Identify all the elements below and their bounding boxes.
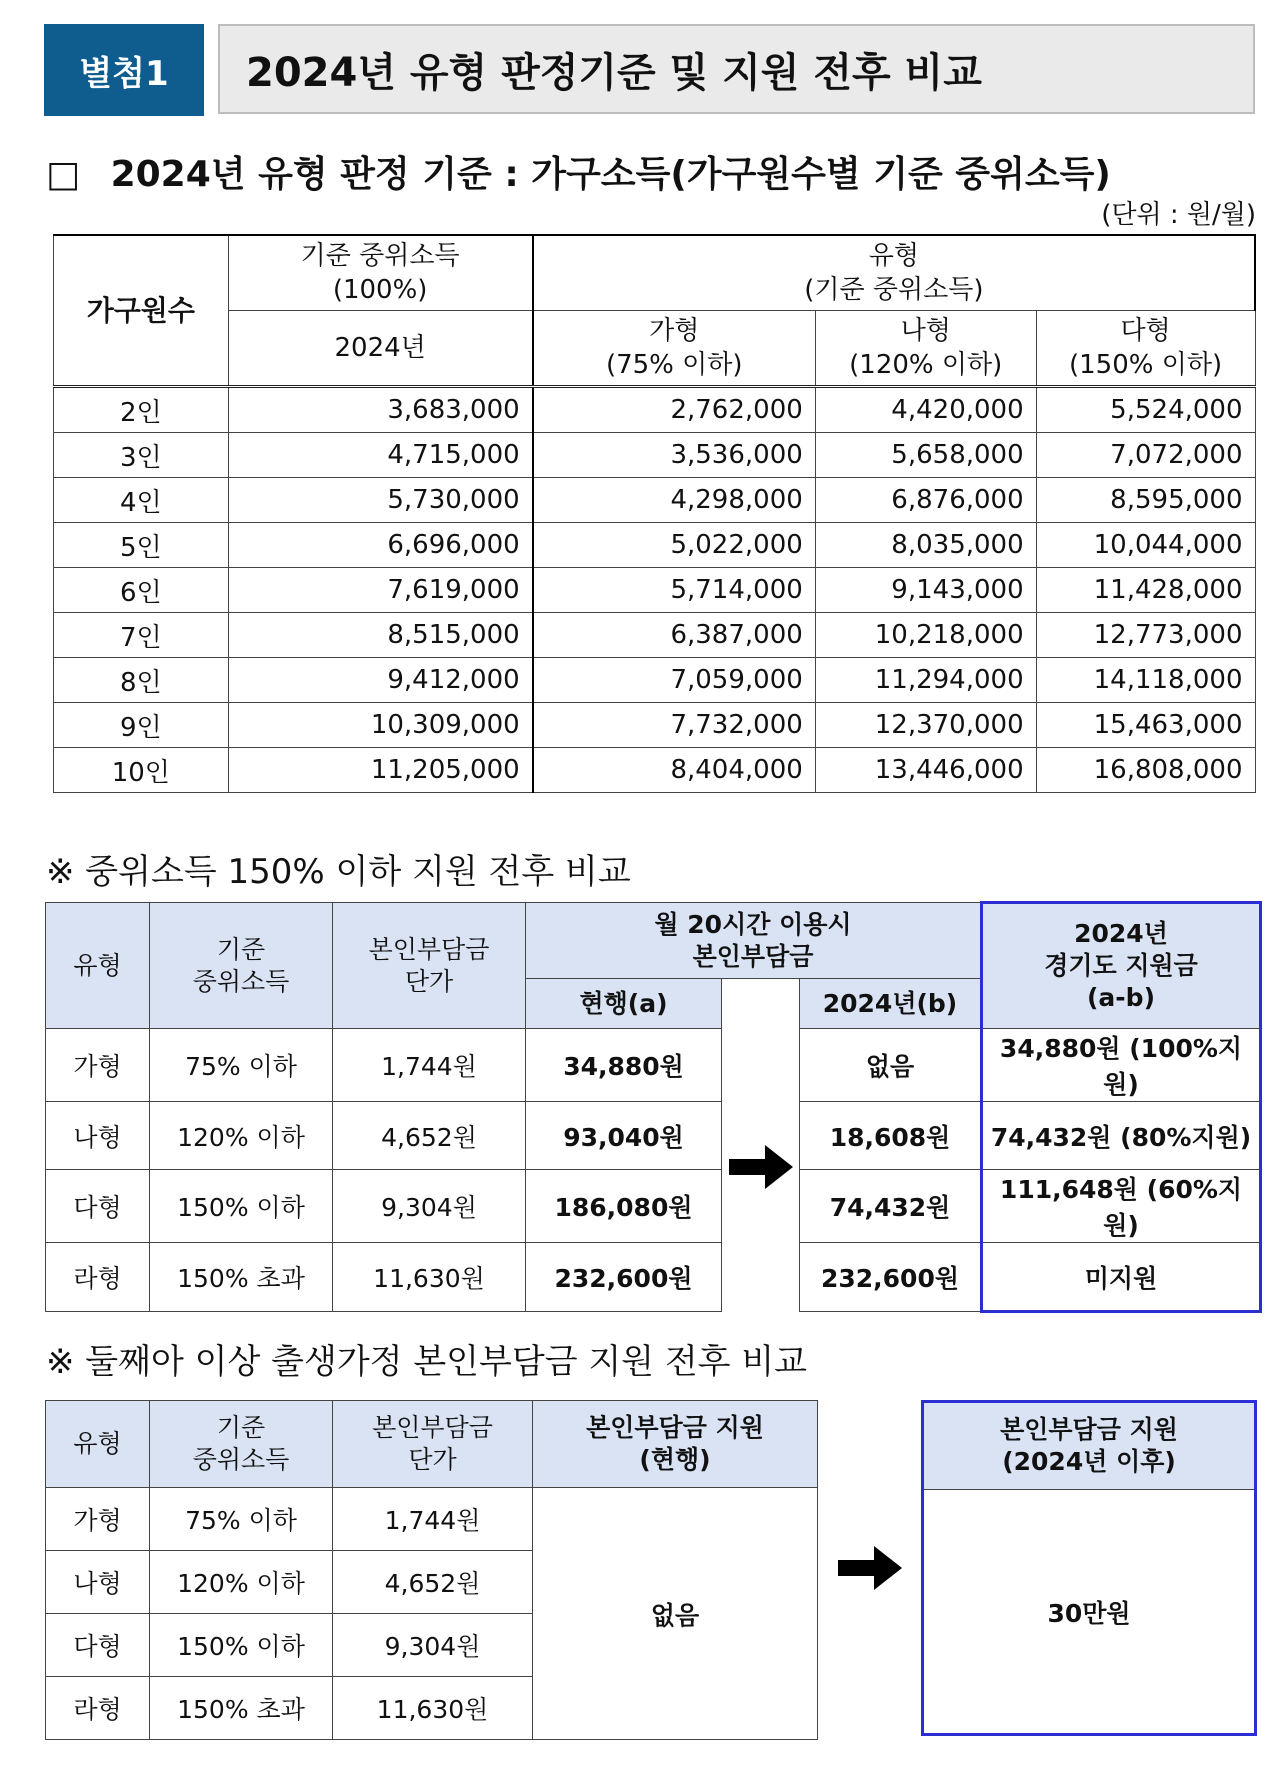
median-cell: 75% 이하	[150, 1488, 333, 1551]
ga-cell: 5,714,000	[533, 568, 816, 613]
arrow-cell	[722, 1029, 800, 1312]
household-cell: 8인	[54, 658, 229, 703]
section2-title: ※ 중위소득 150% 이하 지원 전후 비교	[46, 852, 631, 892]
da-cell: 5,524,000	[1036, 387, 1255, 433]
table-row	[46, 1170, 1261, 1243]
median-cell: 150% 초과	[150, 1677, 333, 1740]
unit-cell: 1,744원	[333, 1029, 526, 1102]
t2-header-2024: 2024년(b)	[800, 979, 982, 1029]
da-cell: 16,808,000	[1036, 748, 1255, 793]
right-arrow-icon	[729, 1145, 793, 1189]
ga-cell: 2,762,000	[533, 387, 816, 433]
t3-header-median: 기준 중위소득	[150, 1401, 333, 1488]
current-cell: 34,880원	[526, 1029, 722, 1102]
da-cell: 11,428,000	[1036, 568, 1255, 613]
na-cell: 6,876,000	[815, 478, 1036, 523]
table-row	[46, 1488, 818, 1551]
da-cell: 14,118,000	[1036, 658, 1255, 703]
table-row	[46, 1243, 1261, 1312]
unit-label: (단위 : 원/월)	[1101, 200, 1256, 230]
median-cell: 6,696,000	[228, 523, 533, 568]
t2-header-median: 기준 중위소득	[150, 903, 333, 1029]
t2-header-monthly: 월 20시간 이용시 본인부담금	[526, 903, 982, 979]
square-bullet-icon: □	[46, 154, 81, 195]
na-cell: 4,420,000	[815, 387, 1036, 433]
header-year: 2024년	[228, 311, 533, 387]
da-cell: 8,595,000	[1036, 478, 1255, 523]
unit-cell: 9,304원	[333, 1170, 526, 1243]
na-cell: 11,294,000	[815, 658, 1036, 703]
header-household: 가구원수	[54, 235, 229, 387]
t3-header-type: 유형	[46, 1401, 150, 1488]
ga-cell: 8,404,000	[533, 748, 816, 793]
type-cell: 라형	[46, 1243, 150, 1312]
median-cell: 150% 이하	[150, 1614, 333, 1677]
median-cell: 9,412,000	[228, 658, 533, 703]
ga-cell: 4,298,000	[533, 478, 816, 523]
na-cell: 9,143,000	[815, 568, 1036, 613]
type-cell: 다형	[46, 1614, 150, 1677]
type-cell: 라형	[46, 1677, 150, 1740]
table-row	[54, 523, 1256, 568]
y2024-cell: 232,600원	[800, 1243, 982, 1312]
household-cell: 10인	[54, 748, 229, 793]
type-cell: 나형	[46, 1551, 150, 1614]
t2-header-current: 현행(a)	[526, 979, 722, 1029]
right-arrow-icon	[838, 1546, 902, 1590]
after-support-header: 본인부담금 지원 (2024년 이후)	[924, 1403, 1254, 1490]
da-cell: 12,773,000	[1036, 613, 1255, 658]
unit-cell: 9,304원	[333, 1614, 533, 1677]
y2024-cell: 74,432원	[800, 1170, 982, 1243]
table-row	[46, 1029, 1261, 1102]
na-cell: 12,370,000	[815, 703, 1036, 748]
support-cell: 74,432원 (80%지원)	[982, 1102, 1261, 1170]
current-support-cell: 없음	[533, 1488, 818, 1740]
ga-cell: 7,732,000	[533, 703, 816, 748]
median-cell: 3,683,000	[228, 387, 533, 433]
header-type-na: 나형 (120% 이하)	[815, 311, 1036, 387]
median-cell: 7,619,000	[228, 568, 533, 613]
household-cell: 6인	[54, 568, 229, 613]
median-cell: 10,309,000	[228, 703, 533, 748]
median-cell: 8,515,000	[228, 613, 533, 658]
type-cell: 나형	[46, 1102, 150, 1170]
unit-cell: 11,630원	[333, 1677, 533, 1740]
current-cell: 232,600원	[526, 1243, 722, 1312]
section1-heading	[46, 146, 1111, 197]
t2-header-gap	[722, 979, 800, 1029]
ga-cell: 6,387,000	[533, 613, 816, 658]
median-cell: 150% 초과	[150, 1243, 333, 1312]
type-cell: 가형	[46, 1029, 150, 1102]
median-cell: 11,205,000	[228, 748, 533, 793]
support-cell: 미지원	[982, 1243, 1261, 1312]
t3-header-unit: 본인부담금 단가	[333, 1401, 533, 1488]
household-cell: 2인	[54, 387, 229, 433]
t3-header-current: 본인부담금 지원 (현행)	[533, 1401, 818, 1488]
unit-cell: 11,630원	[333, 1243, 526, 1312]
support-cell: 111,648원 (60%지원)	[982, 1170, 1261, 1243]
attachment-badge: 별첨1	[44, 24, 204, 116]
second-child-support-table	[45, 1400, 818, 1740]
unit-cell: 4,652원	[333, 1551, 533, 1614]
header-median: 기준 중위소득 (100%)	[228, 235, 533, 311]
support-comparison-table	[45, 901, 1262, 1313]
table-row	[54, 433, 1256, 478]
median-cell: 150% 이하	[150, 1170, 333, 1243]
section3-title: ※ 둘째아 이상 출생가정 본인부담금 지원 전후 비교	[46, 1342, 808, 1382]
type-cell: 가형	[46, 1488, 150, 1551]
median-cell: 75% 이하	[150, 1029, 333, 1102]
na-cell: 8,035,000	[815, 523, 1036, 568]
unit-cell: 4,652원	[333, 1102, 526, 1170]
table-row	[46, 1102, 1261, 1170]
na-cell: 13,446,000	[815, 748, 1036, 793]
median-cell: 120% 이하	[150, 1102, 333, 1170]
after-support-box	[921, 1400, 1257, 1736]
t2-header-support: 2024년 경기도 지원금 (a-b)	[982, 903, 1261, 1029]
na-cell: 5,658,000	[815, 433, 1036, 478]
ga-cell: 7,059,000	[533, 658, 816, 703]
household-cell: 3인	[54, 433, 229, 478]
da-cell: 10,044,000	[1036, 523, 1255, 568]
y2024-cell: 없음	[800, 1029, 982, 1102]
median-cell: 4,715,000	[228, 433, 533, 478]
after-support-value: 30만원	[1047, 1599, 1131, 1628]
table-row	[54, 703, 1256, 748]
section1-title: 2024년 유형 판정 기준 : 가구소득(가구원수별 기준 중위소득)	[110, 154, 1111, 195]
income-criteria-table	[53, 234, 1256, 793]
household-cell: 7인	[54, 613, 229, 658]
median-cell: 5,730,000	[228, 478, 533, 523]
ga-cell: 5,022,000	[533, 523, 816, 568]
household-cell: 5인	[54, 523, 229, 568]
page-title: 2024년 유형 판정기준 및 지원 전후 비교	[218, 24, 1255, 114]
na-cell: 10,218,000	[815, 613, 1036, 658]
ga-cell: 3,536,000	[533, 433, 816, 478]
table-row	[54, 748, 1256, 793]
t2-header-type: 유형	[46, 903, 150, 1029]
household-cell: 4인	[54, 478, 229, 523]
header-type-da: 다형 (150% 이하)	[1036, 311, 1255, 387]
unit-cell: 1,744원	[333, 1488, 533, 1551]
household-cell: 9인	[54, 703, 229, 748]
t2-header-unit: 본인부담금 단가	[333, 903, 526, 1029]
median-cell: 120% 이하	[150, 1551, 333, 1614]
da-cell: 7,072,000	[1036, 433, 1255, 478]
da-cell: 15,463,000	[1036, 703, 1255, 748]
table-row	[54, 478, 1256, 523]
y2024-cell: 18,608원	[800, 1102, 982, 1170]
current-cell: 93,040원	[526, 1102, 722, 1170]
table-row	[54, 387, 1256, 433]
table-row	[54, 568, 1256, 613]
header-type-ga: 가형 (75% 이하)	[533, 311, 816, 387]
table-row	[54, 613, 1256, 658]
support-cell: 34,880원 (100%지원)	[982, 1029, 1261, 1102]
header-type-group: 유형 (기준 중위소득)	[533, 235, 1255, 311]
table-row	[54, 658, 1256, 703]
current-cell: 186,080원	[526, 1170, 722, 1243]
type-cell: 다형	[46, 1170, 150, 1243]
